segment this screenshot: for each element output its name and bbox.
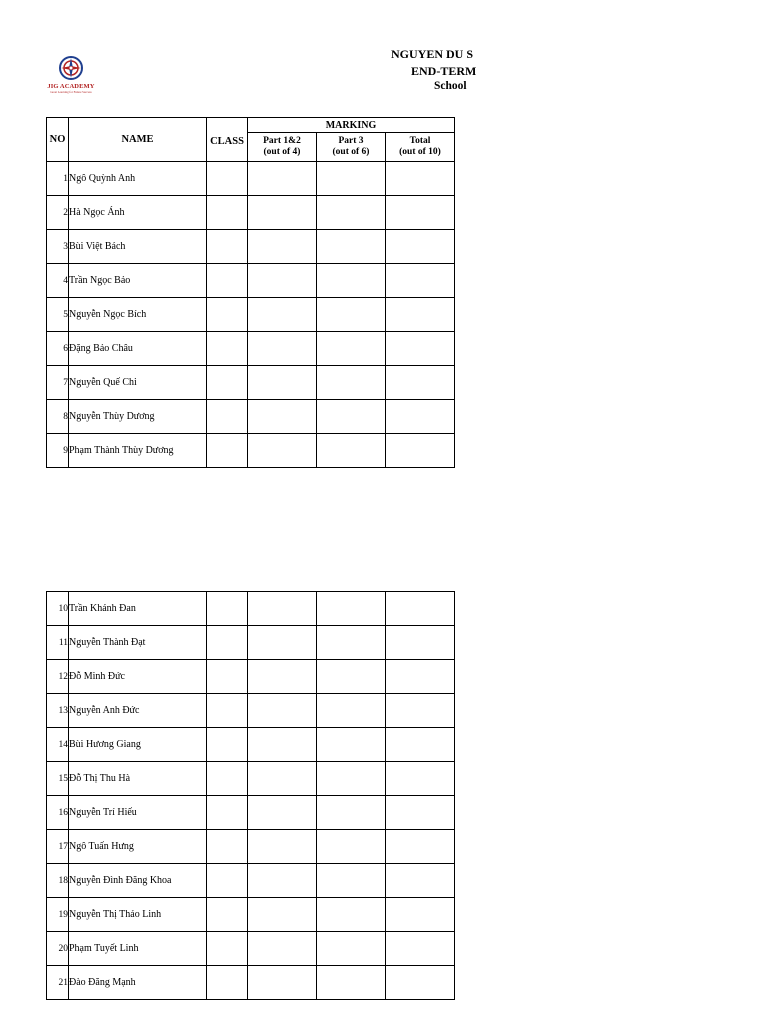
cell-no: 5 — [47, 298, 69, 332]
cell-class[interactable] — [207, 830, 248, 864]
cell-part3[interactable] — [317, 728, 386, 762]
cell-no: 4 — [47, 264, 69, 298]
cell-part12[interactable] — [248, 898, 317, 932]
cell-no: 14 — [47, 728, 69, 762]
cell-no: 19 — [47, 898, 69, 932]
table-row — [47, 660, 455, 694]
cell-class[interactable] — [207, 762, 248, 796]
cell-class[interactable] — [207, 400, 248, 434]
cell-total[interactable] — [386, 932, 455, 966]
cell-total[interactable] — [386, 196, 455, 230]
cell-name: Ngô Tuấn Hưng — [69, 830, 207, 864]
cell-part12[interactable] — [248, 728, 317, 762]
logo-subtext: Great Learning for Future Success — [50, 90, 92, 94]
table-row — [47, 762, 455, 796]
cell-class[interactable] — [207, 196, 248, 230]
table-row — [47, 796, 455, 830]
cell-part3[interactable] — [317, 592, 386, 626]
cell-part3[interactable] — [317, 864, 386, 898]
table-row — [47, 932, 455, 966]
cell-class[interactable] — [207, 966, 248, 1000]
cell-part3[interactable] — [317, 366, 386, 400]
cell-part3[interactable] — [317, 400, 386, 434]
cell-name: Nguyễn Trí Hiếu — [69, 796, 207, 830]
cell-no: 10 — [47, 592, 69, 626]
cell-no: 17 — [47, 830, 69, 864]
school-line: School — [434, 80, 467, 92]
cell-part12[interactable] — [248, 332, 317, 366]
cell-no: 3 — [47, 230, 69, 264]
cell-part12[interactable] — [248, 966, 317, 1000]
cell-name: Nguyễn Thùy Dương — [69, 400, 207, 434]
cell-name: Nguyễn Thị Thảo Linh — [69, 898, 207, 932]
table-row — [47, 694, 455, 728]
cell-no: 9 — [47, 434, 69, 468]
cell-no: 15 — [47, 762, 69, 796]
cell-total[interactable] — [386, 366, 455, 400]
cell-part12[interactable] — [248, 660, 317, 694]
cell-no: 21 — [47, 966, 69, 1000]
cell-class[interactable] — [207, 728, 248, 762]
table-row — [47, 196, 455, 230]
cell-part3[interactable] — [317, 966, 386, 1000]
col-header-no: NO — [47, 118, 69, 162]
col-header-part12: Part 1&2 (out of 4) — [248, 133, 317, 162]
cell-name: Đỗ Thị Thu Hà — [69, 762, 207, 796]
cell-part3[interactable] — [317, 660, 386, 694]
cell-total[interactable] — [386, 898, 455, 932]
term-title: END-TERM — [411, 64, 477, 78]
cell-part12[interactable] — [248, 694, 317, 728]
cell-name: Bùi Hương Giang — [69, 728, 207, 762]
table-row — [47, 830, 455, 864]
cell-part3[interactable] — [317, 694, 386, 728]
cell-no: 8 — [47, 400, 69, 434]
cell-part12[interactable] — [248, 932, 317, 966]
cell-total[interactable] — [386, 434, 455, 468]
cell-part12[interactable] — [248, 762, 317, 796]
cell-class[interactable] — [207, 932, 248, 966]
cell-total[interactable] — [386, 298, 455, 332]
cell-name: Trần Ngọc Bảo — [69, 264, 207, 298]
cell-name: Nguyễn Thành Đạt — [69, 626, 207, 660]
table-row — [47, 864, 455, 898]
cell-part12[interactable] — [248, 196, 317, 230]
table-row — [47, 400, 455, 434]
cell-part12[interactable] — [248, 264, 317, 298]
table-row — [47, 592, 455, 626]
cell-part12[interactable] — [248, 162, 317, 196]
table-row — [47, 230, 455, 264]
cell-class[interactable] — [207, 298, 248, 332]
cell-no: 2 — [47, 196, 69, 230]
cell-no: 1 — [47, 162, 69, 196]
cell-name: Đặng Bảo Châu — [69, 332, 207, 366]
cell-part12[interactable] — [248, 796, 317, 830]
cell-total[interactable] — [386, 332, 455, 366]
col-header-marking: MARKING — [248, 118, 455, 133]
cell-name: Đỗ Minh Đức — [69, 660, 207, 694]
cell-total[interactable] — [386, 966, 455, 1000]
cell-total[interactable] — [386, 796, 455, 830]
table-row — [47, 264, 455, 298]
cell-part12[interactable] — [248, 400, 317, 434]
cell-part12[interactable] — [248, 230, 317, 264]
cell-part12[interactable] — [248, 626, 317, 660]
cell-class[interactable] — [207, 592, 248, 626]
cell-total[interactable] — [386, 264, 455, 298]
cell-class[interactable] — [207, 162, 248, 196]
cell-name: Nguyễn Quế Chi — [69, 366, 207, 400]
cell-part12[interactable] — [248, 864, 317, 898]
table-row — [47, 366, 455, 400]
cell-name: Phạm Thành Thùy Dương — [69, 434, 207, 468]
cell-class[interactable] — [207, 694, 248, 728]
cell-name: Nguyễn Đình Đăng Khoa — [69, 864, 207, 898]
cell-total[interactable] — [386, 230, 455, 264]
cell-class[interactable] — [207, 626, 248, 660]
cell-name: Trần Khánh Đan — [69, 592, 207, 626]
cell-total[interactable] — [386, 728, 455, 762]
cell-total[interactable] — [386, 830, 455, 864]
cell-name: Ngô Quỳnh Anh — [69, 162, 207, 196]
cell-name: Đào Đăng Mạnh — [69, 966, 207, 1000]
cell-part12[interactable] — [248, 434, 317, 468]
cell-name: Nguyễn Anh Đức — [69, 694, 207, 728]
cell-no: 18 — [47, 864, 69, 898]
cell-no: 16 — [47, 796, 69, 830]
cell-class[interactable] — [207, 230, 248, 264]
marking-table-top — [46, 117, 455, 468]
table-row — [47, 728, 455, 762]
cell-class[interactable] — [207, 796, 248, 830]
logo-text: JIG ACADEMY — [47, 83, 95, 90]
cell-total[interactable] — [386, 694, 455, 728]
col-header-part3: Part 3 (out of 6) — [317, 133, 386, 162]
cell-class[interactable] — [207, 366, 248, 400]
cell-no: 20 — [47, 932, 69, 966]
school-name: NGUYEN DU S — [391, 47, 474, 61]
cell-name: Hà Ngọc Ánh — [69, 196, 207, 230]
cell-part3[interactable] — [317, 298, 386, 332]
cell-total[interactable] — [386, 762, 455, 796]
marking-table-bottom — [46, 591, 455, 1000]
cell-total[interactable] — [386, 162, 455, 196]
cell-part3[interactable] — [317, 332, 386, 366]
table-row — [47, 626, 455, 660]
cell-total[interactable] — [386, 400, 455, 434]
cell-part3[interactable] — [317, 626, 386, 660]
col-header-name: NAME — [69, 118, 207, 162]
cell-total[interactable] — [386, 864, 455, 898]
table-row — [47, 162, 455, 196]
cell-class[interactable] — [207, 264, 248, 298]
table-row — [47, 434, 455, 468]
col-header-class: CLASS — [207, 118, 248, 162]
cell-no: 11 — [47, 626, 69, 660]
cell-part3[interactable] — [317, 196, 386, 230]
cell-part12[interactable] — [248, 366, 317, 400]
cell-part3[interactable] — [317, 830, 386, 864]
cell-no: 12 — [47, 660, 69, 694]
cell-no: 7 — [47, 366, 69, 400]
cell-part3[interactable] — [317, 898, 386, 932]
cell-part12[interactable] — [248, 592, 317, 626]
cell-class[interactable] — [207, 434, 248, 468]
cell-part3[interactable] — [317, 434, 386, 468]
table-row — [47, 332, 455, 366]
cell-total[interactable] — [386, 626, 455, 660]
cell-class[interactable] — [207, 864, 248, 898]
cell-no: 6 — [47, 332, 69, 366]
cell-class[interactable] — [207, 332, 248, 366]
table-row — [47, 898, 455, 932]
cell-part12[interactable] — [248, 298, 317, 332]
cell-class[interactable] — [207, 898, 248, 932]
cell-part3[interactable] — [317, 932, 386, 966]
cell-part3[interactable] — [317, 230, 386, 264]
cell-total[interactable] — [386, 660, 455, 694]
cell-total[interactable] — [386, 592, 455, 626]
col-header-total: Total (out of 10) — [386, 133, 455, 162]
cell-no: 13 — [47, 694, 69, 728]
cell-part3[interactable] — [317, 762, 386, 796]
cell-class[interactable] — [207, 660, 248, 694]
cell-part3[interactable] — [317, 264, 386, 298]
table-row — [47, 966, 455, 1000]
cell-name: Bùi Việt Bách — [69, 230, 207, 264]
cell-part12[interactable] — [248, 830, 317, 864]
cell-name: Nguyễn Ngọc Bích — [69, 298, 207, 332]
cell-part3[interactable] — [317, 162, 386, 196]
cell-name: Phạm Tuyết Linh — [69, 932, 207, 966]
table-row — [47, 298, 455, 332]
cell-part3[interactable] — [317, 796, 386, 830]
